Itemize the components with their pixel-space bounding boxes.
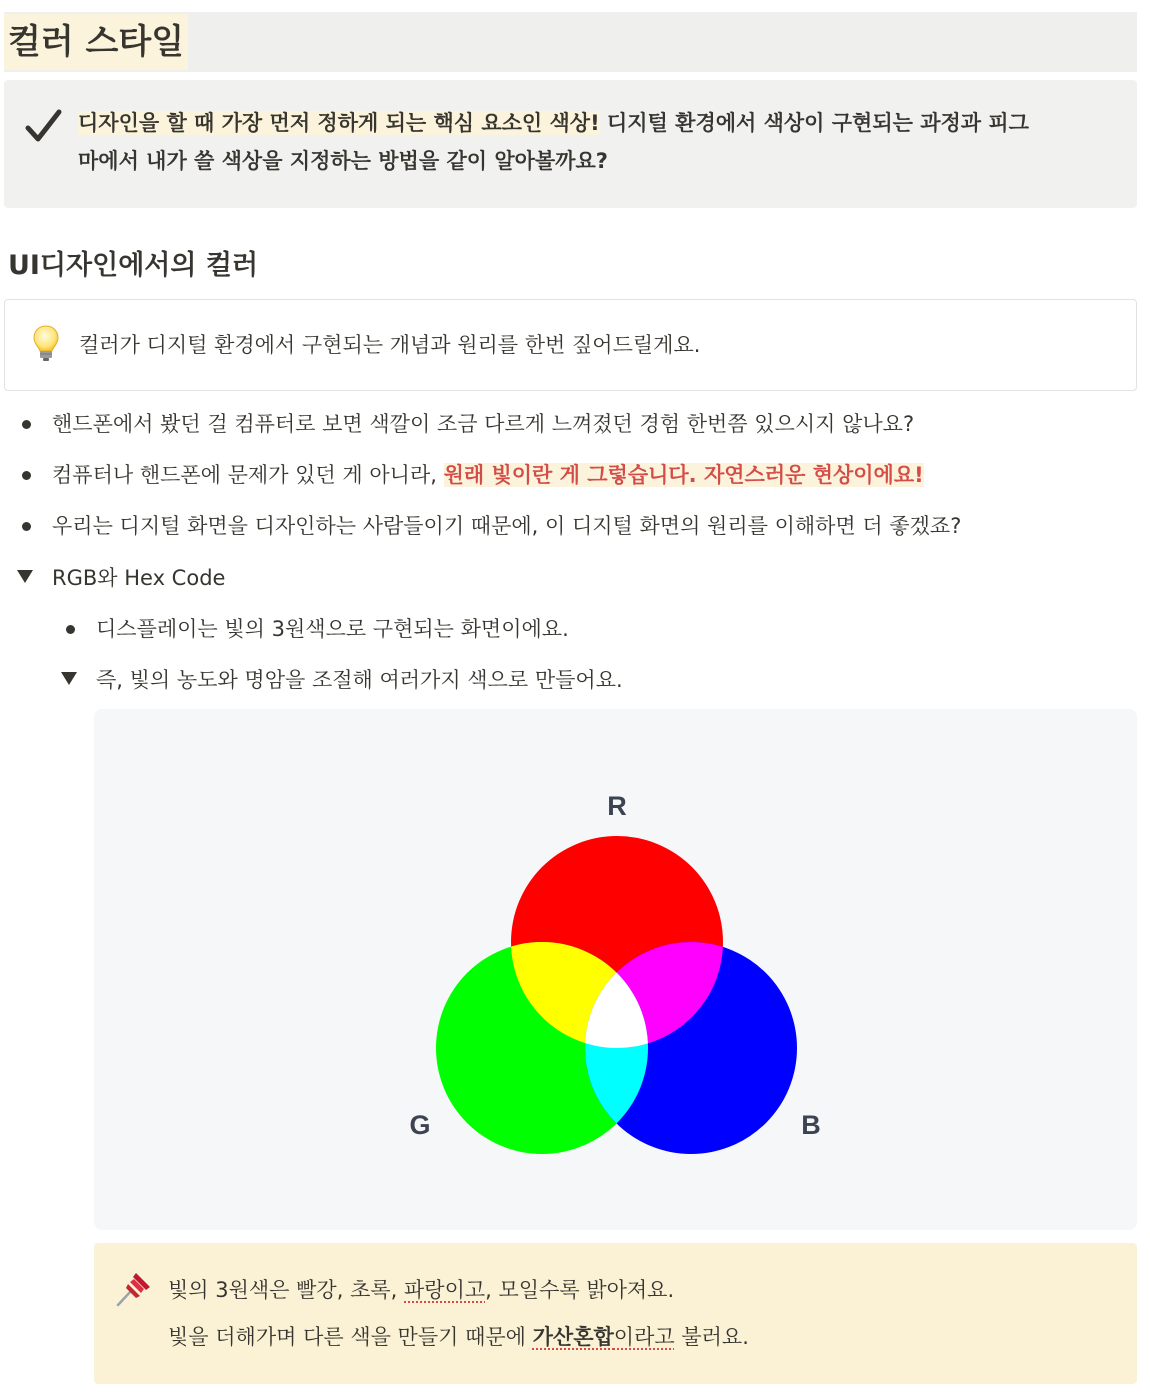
bullet-text-plain: 컴퓨터나 핸드폰에 문제가 있던 게 아니라, [52,463,444,487]
bullet-text: 디스플레이는 빛의 3원색으로 구현되는 화면이에요. [96,617,569,641]
list-item [0,506,1150,546]
note-line2-spell: 이라고 [613,1325,675,1349]
section-heading: UI디자인에서의 컬러 [8,250,259,281]
intro-callout-text [78,104,1118,180]
page-title: 컬러 스타일 [4,14,188,70]
intro-rest-line1: 디지털 환경에서 색상이 구현되는 과정과 피그 [599,111,1029,135]
toggle-open-icon[interactable] [17,570,33,583]
rgb-diagram [94,709,1137,1230]
toggle-rgb-hex[interactable] [0,558,1150,598]
note-line2-a: 빛을 더해가며 다른 색을 만들기 때문에 [168,1325,533,1349]
list-item [0,404,1150,444]
lightbulb-icon [31,324,61,364]
bullet-text [52,457,924,493]
bullet-dot [22,471,31,480]
toggle-label: RGB와 Hex Code [52,566,226,590]
toggle-open-icon[interactable] [61,672,77,685]
note-line2-bold: 가산혼합 [532,1325,614,1349]
note-callout-text [168,1267,749,1361]
list-item [0,455,1150,495]
note-line1-b: , 모일수록 밝아져요. [485,1278,675,1302]
note-line1-a: 빛의 3원색은 빨강, 초록, [168,1278,404,1302]
bullet-dot [22,522,31,531]
intro-callout [4,80,1137,208]
label-r: R [607,791,627,821]
checkmark-icon [24,106,64,146]
toggle-label: 즉, 빛의 농도와 명암을 조절해 여러가지 색으로 만들어요. [96,668,623,692]
label-b: B [801,1110,821,1140]
bullet-text: 우리는 디지털 화면을 디자인하는 사람들이기 때문에, 이 디지털 화면의 원리를 이해하면 더 좋겠죠? [52,514,962,538]
toggle-light-mixing[interactable] [0,660,1150,700]
tip-callout-text: 컬러가 디지털 환경에서 구현되는 개념과 원리를 한번 짚어드릴게요. [79,333,701,357]
note-line1-spell: 파랑이고 [404,1278,486,1302]
bullet-dot [22,420,31,429]
rgb-venn-svg [94,709,1137,1230]
bullet-dot [66,625,75,634]
label-g: G [409,1110,431,1140]
note-callout [94,1243,1137,1384]
tip-callout [4,299,1137,391]
list-item [0,609,1150,649]
intro-highlight: 디자인을 할 때 가장 먼저 정하게 되는 핵심 요소인 색상! [78,111,600,135]
pushpin-icon [114,1269,154,1309]
intro-line2: 마에서 내가 쓸 색상을 지정하는 방법을 같이 알아볼까요? [78,149,608,173]
bullet-text: 핸드폰에서 봤던 걸 컴퓨터로 보면 색깔이 조금 다르게 느껴졌던 경험 한번쯤 있으시지 않나요? [52,412,915,436]
note-line2-b: 불러요. [674,1325,749,1349]
bullet-text-highlight: 원래 빛이란 게 그렇습니다. 자연스러운 현상이에요! [443,463,924,487]
